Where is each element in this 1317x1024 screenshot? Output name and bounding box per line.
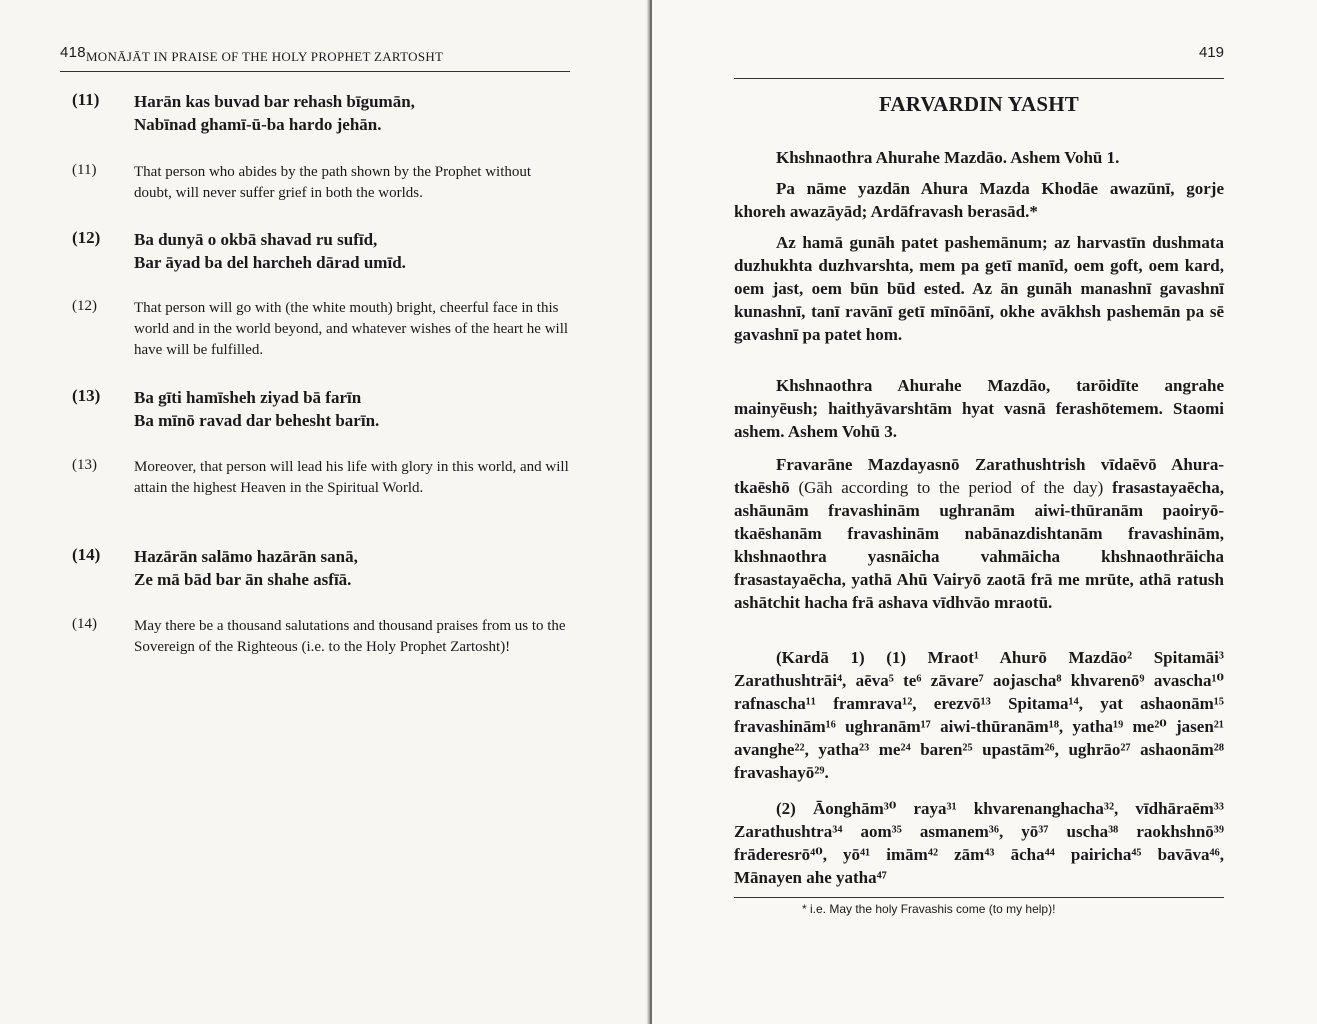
verse-11	[72, 90, 572, 136]
translation-13	[72, 457, 572, 499]
paragraph-pa-name: Pa nāme yazdān Ahura Mazda Khodāe awazūnī, gorje khoreh awazāyād; Ardāfravash berasād.*	[734, 179, 1224, 221]
paragraph-karda-2: (2) Āonghām³⁰ raya³¹ khvarenanghacha³², vīdhāraēm³³ Zarathushtra³⁴ aom³⁵ asmanem³⁶, yō³⁷ uscha³⁸ raokhshnō³⁹ frāderesrō⁴⁰, yō⁴¹ imām⁴² zām⁴³ ācha⁴⁴ pairicha⁴⁵ bavāva⁴⁶, Mānayen ahe yatha⁴⁷	[734, 799, 1224, 887]
verse-line: Bar āyad ba del harcheh dārad umīd.	[134, 253, 406, 272]
fravarane-text-a: Fravarāne Mazdayasnō Zarathushtrish vīdaēvō Ahura-tkaēshō	[734, 455, 1224, 497]
footnote: * i.e. May the holy Fravashis come (to my help)!	[802, 902, 1056, 916]
left-page	[0, 0, 650, 1024]
left-running-head-title: MONĀJĀT IN PRAISE OF THE HOLY PROPHET ZARTOSHT	[85, 49, 444, 64]
translation-number: (11)	[72, 162, 97, 178]
verse-line: Harān kas buvad bar rehash bīgumān,	[134, 92, 415, 111]
paragraph-khshnaothra-2: Khshnaothra Ahurahe Mazdāo, tarōidīte angrahe mainyēush; haithyāvarshtām hyat vasnā ferashōtemem. Staomi ashem. Ashem Vohū 3.	[734, 376, 1224, 441]
verse-line: Hazārān salāmo hazārān sanā,	[134, 547, 358, 566]
translation-text: Moreover, that person will lead his life with glory in this world, and will attain the highest Heaven in the Spiritual World.	[134, 459, 569, 496]
translation-12	[72, 298, 572, 361]
verse-number: (11)	[72, 90, 100, 109]
verse-12	[72, 228, 572, 274]
footnote-rule	[734, 897, 1224, 898]
right-page-number: 419	[1198, 44, 1224, 61]
fravarane-text-b: frasastayaēcha, ashāunām fravashinām ughranām aiwi-thūranām paoiryō-tkaēshanām fravashinām nabānazdishtanām fravashinām, khshnaothra yasnāicha vahmāicha khshnaothrāicha frasastayaēcha, yathā Ahū Vairyō zaotā frā me mrūte, athā ratush ashātchit hacha frā ashava vīdhvāo mraotū.	[734, 478, 1224, 612]
fravarane-note: (Gāh according to the period of the day)	[789, 478, 1113, 497]
verse-number: (13)	[72, 386, 101, 405]
translation-14	[72, 616, 572, 658]
translation-number: (13)	[72, 457, 97, 473]
section-title: FARVARDIN YASHT	[878, 92, 1080, 116]
verse-line: Ba mīnō ravad dar behesht barīn.	[134, 411, 380, 430]
translation-text: That person who abides by the path shown by the Prophet without doubt, will never suffer grief in both the worlds.	[134, 164, 532, 201]
header-rule	[734, 78, 1224, 79]
verse-line: Ba dunyā o okbā shavad ru sufīd,	[134, 230, 378, 249]
translation-number: (12)	[72, 298, 97, 314]
verse-line: Ze mā bād bar ān shahe asfīā.	[134, 570, 352, 589]
verse-number: (14)	[72, 545, 101, 564]
verse-13	[72, 386, 572, 432]
paragraph-karda-1: (Kardā 1) (1) Mraot¹ Ahurō Mazdāo² Spitamāi³ Zarathushtrāi⁴, aēva⁵ te⁶ zāvare⁷ aojascha⁸ khvarenō⁹ avascha¹⁰ rafnascha¹¹ framrava¹², erezvō¹³ Spitama¹⁴, yat ashaonām¹⁵ fravashinām¹⁶ ughranām¹⁷ aiwi-thūranām¹⁸, yatha¹⁹ me²⁰ jasen²¹ avanghe²², yatha²³ me²⁴ baren²⁵ upastām²⁶, ughrāo²⁷ ashaonām²⁸ fravashayō²⁹.	[734, 648, 1224, 782]
right-page	[652, 0, 1317, 1024]
paragraph-fravarane	[734, 453, 1224, 614]
paragraph-patet: Az hamā gunāh patet pashemānum; az harvastīn dushmata duzhukhta duzhvarshta, mem pa getī manīd, oem goft, oem kard, oem jast, oem būn būd ested. Az ān gunāh manashnī gavashnī kunashnī, tanī ravānī getī mīnōānī, okhe avākhsh pashemān pa sē gavashnī pa patet hom.	[734, 233, 1224, 344]
translation-11	[72, 162, 572, 204]
verse-line: Ba gīti hamīsheh ziyad bā farīn	[134, 388, 362, 407]
translation-number: (14)	[72, 616, 97, 632]
left-running-head	[60, 44, 570, 72]
verse-14	[72, 545, 572, 591]
verse-line: Nabīnad ghamī-ū-ba hardo jehān.	[134, 115, 382, 134]
verse-number: (12)	[72, 228, 101, 247]
left-page-number: 418	[60, 44, 86, 61]
translation-text: May there be a thousand salutations and thousand praises from us to the Sovereign of the Righteous (i.e. to the Holy Prophet Zartosht)!	[134, 618, 566, 655]
translation-text: That person will go with (the white mouth) bright, cheerful face in this world and in the world beyond, and whatever wishes of the heart he will have will be fulfilled.	[134, 300, 569, 358]
paragraph-khshnaothra: Khshnaothra Ahurahe Mazdāo. Ashem Vohū 1.	[776, 148, 1120, 167]
